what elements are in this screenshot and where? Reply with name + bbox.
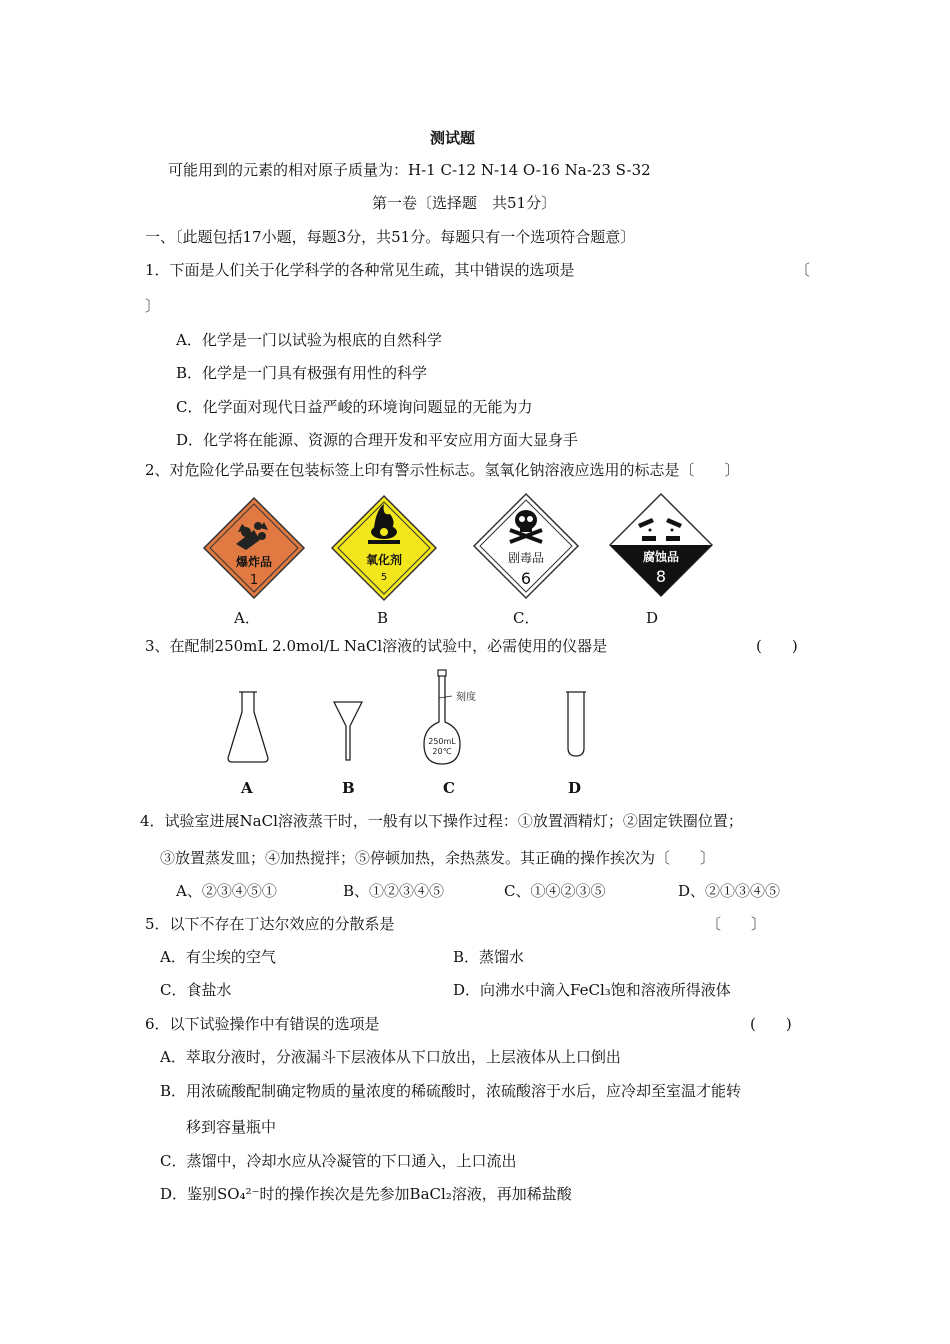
test-tube-icon — [564, 690, 588, 760]
atomic-masses-note: 可能用到的元素的相对原子质量为：H-1 C-12 N-14 O-16 Na-23 S-32 — [168, 161, 651, 179]
section1-instructions: 一、〔此题包括17小题，每题3分，共51分。每题只有一个选项符合题意〕 — [145, 228, 636, 246]
q5-option-b: B．蒸馏水 — [453, 948, 525, 966]
q4-option-d: D、②①③④⑤ — [678, 882, 781, 900]
q5-option-c: C．食盐水 — [160, 981, 232, 999]
q5-paren: 〔 〕 — [706, 915, 767, 933]
flask-volume: 250mL — [428, 737, 456, 746]
q6-option-b: B．用浓硫酸配制确定物质的量浓度的稀硫酸时，浓硫酸溶于水后，应冷却至室温才能转 — [160, 1082, 742, 1100]
q5-option-d: D．向沸水中滴入FeCl₃饱和溶液所得液体 — [453, 981, 731, 999]
sign-d-num: 8 — [655, 567, 667, 586]
part1-heading: 第一卷〔选择题 共51分〕 — [372, 194, 557, 212]
hazard-sign-corrosive — [608, 492, 714, 598]
q2-label-b: B — [377, 609, 389, 627]
flask-temp: 20℃ — [432, 747, 452, 756]
q3-stem: 3、在配制250mL 2.0mol/L NaCl溶液的试验中，必需使用的仪器是 — [145, 637, 608, 655]
sign-c-num: 6 — [520, 569, 532, 588]
q5-option-a: A．有尘埃的空气 — [160, 948, 276, 966]
erlenmeyer-flask-icon — [224, 688, 272, 764]
q4-option-b: B、①②③④⑤ — [343, 882, 445, 900]
q5-stem: 5．以下不存在丁达尔效应的分散系是 — [145, 915, 395, 933]
sign-d-text: 腐蚀品 — [642, 550, 680, 564]
sign-a-num: 1 — [249, 573, 259, 588]
q6-option-a: A．萃取分液时，分液漏斗下层液体从下口放出，上层液体从上口倒出 — [160, 1048, 621, 1066]
q1-option-a: A．化学是一门以试验为根底的自然科学 — [176, 331, 442, 349]
hazard-sign-toxic — [472, 492, 580, 600]
q6-option-c: C．蒸馏中，冷却水应从冷凝管的下口通入，上口流出 — [160, 1152, 517, 1170]
hazard-sign-explosive — [202, 496, 306, 600]
sign-b-text: 氧化剂 — [365, 553, 403, 567]
q3-label-d: D — [568, 779, 582, 797]
volumetric-flask-icon — [420, 668, 492, 768]
page-title: 测试题 — [430, 129, 476, 147]
q1-paren-open: 〔 — [795, 261, 811, 279]
q3-label-a: A — [241, 779, 253, 797]
q2-label-a: A． — [234, 609, 260, 627]
q4-stem: 4．试验室进展NaCl溶液蒸干时，一般有以下操作过程：①放置酒精灯；②固定铁圈位置； — [140, 812, 743, 830]
q1-option-b: B．化学是一门具有极强有用性的科学 — [176, 364, 428, 382]
q1-option-d: D．化学将在能源、资源的合理开发和平安应用方面大显身手 — [176, 431, 579, 449]
q4-stem-cont: ③放置蒸发皿；④加热搅拌；⑤停顿加热，余热蒸发。其正确的操作挨次为〔 〕 — [160, 849, 716, 867]
q4-option-c: C、①④②③⑤ — [504, 882, 606, 900]
sign-b-num: 5 — [380, 572, 388, 583]
q2-label-d: D — [646, 609, 659, 627]
sign-c-text: 剧毒品 — [507, 551, 545, 565]
q3-label-c: C — [443, 779, 455, 797]
q1-paren-close: 〕 — [145, 297, 161, 315]
q6-paren: ( ) — [750, 1015, 792, 1033]
q2-label-c: C． — [513, 609, 540, 627]
q3-paren: ( ) — [756, 637, 798, 655]
q1-option-c: C．化学面对现代日益严峻的环境询问题显的无能为力 — [176, 398, 533, 416]
q4-option-a: A、②③④⑤① — [176, 882, 277, 900]
q6-option-b-cont: 移到容量瓶中 — [186, 1118, 277, 1136]
q6-option-d: D．鉴别SO₄²⁻时的操作挨次是先参加BaCl₂溶液，再加稀盐酸 — [160, 1185, 572, 1203]
q6-stem: 6．以下试验操作中有错误的选项是 — [145, 1015, 380, 1033]
funnel-icon — [332, 698, 364, 762]
flask-mark-label: 刻度 — [456, 692, 476, 703]
q3-label-b: B — [342, 779, 355, 797]
q2-stem: 2、对危险化学品要在包装标签上印有警示性标志。氢氧化钠溶液应选用的标志是〔 〕 — [145, 461, 740, 479]
q1-stem: 1．下面是人们关于化学科学的各种常见生疏，其中错误的选项是 — [145, 261, 575, 279]
hazard-sign-oxidizer — [330, 494, 438, 602]
sign-a-text: 爆炸品 — [235, 555, 273, 569]
